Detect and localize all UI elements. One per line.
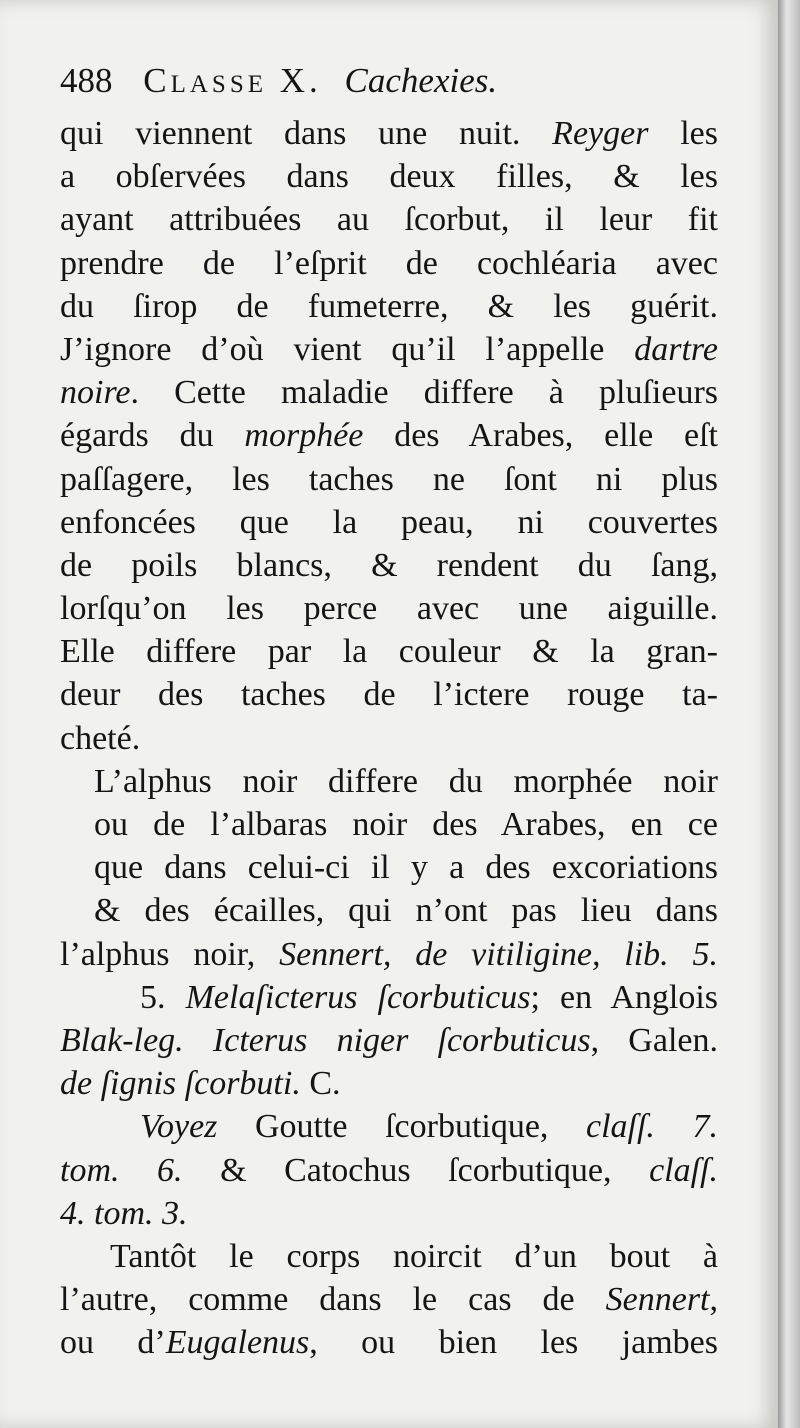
text-line: enfoncées que la peau, ni couvertes — [60, 503, 718, 541]
text-line: Elle differe par la couleur & la gran- — [60, 633, 718, 671]
text-line: tom. 6. & Catochus ſcorbutique, claſſ. — [60, 1151, 718, 1189]
running-title: Cachexies. — [344, 61, 498, 100]
text-line: ayant attribuées au ſcorbut, il leur fit — [60, 201, 718, 239]
text-line: prendre de l’eſprit de cochléaria avec — [60, 244, 718, 282]
text-line: lorſqu’on les perce avec une aiguille. — [60, 590, 718, 628]
text-line: cheté. — [60, 719, 141, 757]
page-header — [60, 58, 720, 104]
text-line: l’alphus noir, Sennert, de vitiligine, lib. 5. — [60, 935, 718, 973]
text-line: égards du morphée des Arabes, elle eſt — [60, 417, 718, 455]
text-line: que dans celui-ci il y a des excoriations — [94, 849, 718, 887]
text-line: L’alphus noir differe du morphée noir — [94, 762, 718, 800]
text-line: ou d’Eugalenus, ou bien les jambes — [60, 1324, 718, 1362]
page-edge — [778, 0, 800, 1428]
text-line: a obſervées dans deux filles, & les — [60, 158, 718, 196]
text-line: de ſignis ſcorbuti. C. — [60, 1065, 341, 1103]
class-label: Classe X. — [143, 61, 322, 100]
text-line: ou de l’albaras noir des Arabes, en ce — [94, 806, 718, 843]
text-line: J’ignore d’où vient qu’il l’appelle dartre — [60, 330, 718, 368]
text-line: 4. tom. 3. — [60, 1194, 188, 1232]
text-line: paſſagere, les taches ne ſont ni plus — [60, 460, 718, 498]
text-line: Voyez Goutte ſcorbutique, claſſ. 7. — [140, 1108, 718, 1146]
text-line: de poils blancs, & rendent du ſang, — [60, 546, 718, 584]
text-line: qui viennent dans une nuit. Reyger les — [60, 115, 718, 152]
text-line: & des écailles, qui n’ont pas lieu dans — [94, 892, 718, 930]
text-line: Tantôt le corps noircit d’un bout à — [110, 1237, 718, 1275]
text-line: l’autre, comme dans le cas de Sennert, — [60, 1281, 718, 1319]
text-line: Blak-leg. Icterus niger ſcorbuticus, Galen. — [60, 1021, 718, 1059]
body-text — [60, 112, 718, 1364]
page-number: 488 — [60, 61, 113, 100]
text-line: 5. Melaſicterus ſcorbuticus; en Anglois — [140, 978, 719, 1016]
text-line: du ſirop de fumeterre, & les guérit. — [60, 287, 718, 325]
text-line: deur des taches de l’ictere rouge ta- — [60, 676, 718, 714]
text-line: noire. Cette maladie differe à pluſieurs — [60, 374, 718, 412]
